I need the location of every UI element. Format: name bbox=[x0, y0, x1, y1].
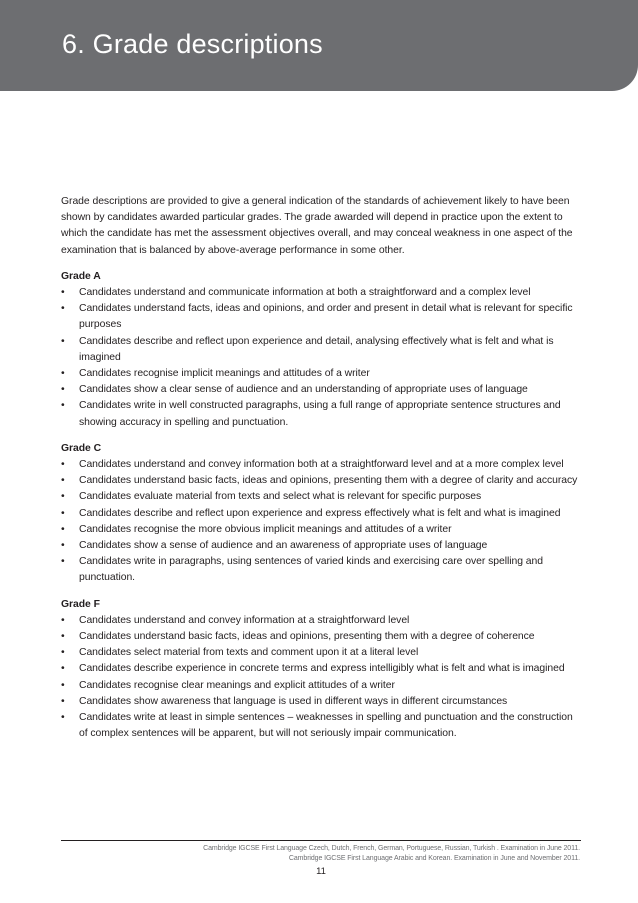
list-item bbox=[61, 538, 581, 554]
list-item-text: Candidates recognise implicit meanings and attitudes of a writer bbox=[79, 368, 370, 380]
bullet-icon: • bbox=[61, 695, 65, 707]
list-item bbox=[61, 489, 581, 505]
grade-f-heading: Grade F bbox=[61, 598, 100, 610]
bullet-icon: • bbox=[61, 400, 65, 412]
list-item-text: Candidates describe and reflect upon experience and detail, analysing effectively what is felt and what is imagined bbox=[79, 335, 554, 363]
list-item bbox=[61, 629, 581, 645]
bullet-icon: • bbox=[61, 679, 65, 691]
bullet-icon: • bbox=[61, 647, 65, 659]
footer-divider bbox=[61, 840, 581, 841]
page-number: 11 bbox=[316, 866, 326, 877]
bullet-icon: • bbox=[61, 459, 65, 471]
list-item-text: Candidates understand facts, ideas and opinions, and order and present in detail what is relevant for specific purposes bbox=[79, 303, 573, 331]
bullet-icon: • bbox=[61, 540, 65, 552]
list-item-text: Candidates describe experience in concrete terms and express intelligibly what is felt and what is imagined bbox=[79, 663, 565, 675]
list-item bbox=[61, 694, 581, 710]
footer-line-2: Cambridge IGCSE First Language Arabic and Korean. Examination in June and November 2011. bbox=[288, 854, 580, 862]
list-item-text: Candidates select material from texts and comment upon it at a literal level bbox=[79, 647, 419, 659]
bullet-icon: • bbox=[61, 384, 65, 396]
section-header-banner bbox=[0, 0, 638, 91]
list-item bbox=[61, 457, 581, 473]
intro-paragraph: Grade descriptions are provided to give a general indication of the standards of achievement likely to have been shown by candidates awarded particular grades. The grade awarded will depend in practice upon the extent to which the candidate has met the assessment objectives overall, and may conceal weakness in one aspect of the examination that is balanced by above-average performance in some other. bbox=[61, 196, 573, 256]
list-item bbox=[61, 661, 581, 677]
bullet-icon: • bbox=[61, 475, 65, 487]
list-item-text: Candidates describe and reflect upon experience and express effectively what is felt and what is imagined bbox=[79, 507, 561, 519]
list-item bbox=[61, 613, 581, 629]
bullet-icon: • bbox=[61, 507, 65, 519]
list-item bbox=[61, 554, 581, 586]
list-item bbox=[61, 645, 581, 661]
bullet-icon: • bbox=[61, 614, 65, 626]
list-item-text: Candidates show a clear sense of audience and an understanding of appropriate uses of language bbox=[79, 384, 528, 396]
list-item-text: Candidates evaluate material from texts and select what is relevant for specific purposes bbox=[79, 491, 482, 503]
list-item-text: Candidates write at least in simple sentences – weaknesses in spelling and punctuation and the construction of complex sentences will be apparent, but will not seriously impair communication. bbox=[79, 712, 573, 740]
bullet-icon: • bbox=[61, 523, 65, 535]
list-item bbox=[61, 522, 581, 538]
grade-a-section bbox=[61, 269, 581, 431]
list-item-text: Candidates recognise the more obvious implicit meanings and attitudes of a writer bbox=[79, 523, 452, 535]
list-item bbox=[61, 366, 581, 382]
list-item bbox=[61, 301, 581, 333]
main-content bbox=[61, 194, 581, 753]
grade-f-section bbox=[61, 597, 581, 743]
list-item-text: Candidates understand and convey information both at a straightforward level and at a more complex level bbox=[79, 459, 564, 471]
footer-text bbox=[203, 844, 580, 863]
bullet-icon: • bbox=[61, 368, 65, 380]
bullet-icon: • bbox=[61, 335, 65, 347]
grade-a-list bbox=[61, 285, 581, 431]
grade-a-heading: Grade A bbox=[61, 270, 101, 282]
grade-c-section bbox=[61, 441, 581, 587]
list-item-text: Candidates recognise clear meanings and explicit attitudes of a writer bbox=[79, 679, 395, 691]
grade-f-list bbox=[61, 613, 581, 743]
list-item-text: Candidates write in well constructed paragraphs, using a full range of appropriate sentence structures and showing accuracy in spelling and punctuation. bbox=[79, 400, 561, 428]
list-item-text: Candidates write in paragraphs, using sentences of varied kinds and exercising care over spelling and punctuation. bbox=[79, 556, 543, 584]
bullet-icon: • bbox=[61, 712, 65, 724]
grade-c-heading: Grade C bbox=[61, 442, 102, 454]
footer-line-1: Cambridge IGCSE First Language Czech, Dutch, French, German, Portuguese, Russian, Turkish . Examination in June 2011. bbox=[203, 845, 580, 852]
list-item-text: Candidates understand basic facts, ideas and opinions, presenting them with a degree of clarity and accuracy bbox=[79, 475, 578, 487]
list-item bbox=[61, 678, 581, 694]
list-item-text: Candidates understand and convey information at a straightforward level bbox=[79, 614, 410, 626]
bullet-icon: • bbox=[61, 556, 65, 568]
list-item bbox=[61, 473, 581, 489]
bullet-icon: • bbox=[61, 491, 65, 503]
list-item-text: Candidates show a sense of audience and an awareness of appropriate uses of language bbox=[79, 540, 488, 552]
list-item bbox=[61, 398, 581, 430]
list-item bbox=[61, 334, 581, 366]
list-item-text: Candidates understand and communicate information at both a straightforward and a complex level bbox=[79, 287, 531, 299]
list-item-text: Candidates show awareness that language is used in different ways in different circumstances bbox=[79, 695, 508, 707]
bullet-icon: • bbox=[61, 303, 65, 315]
list-item bbox=[61, 382, 581, 398]
list-item bbox=[61, 506, 581, 522]
grade-c-list bbox=[61, 457, 581, 587]
section-title: 6. Grade descriptions bbox=[62, 29, 323, 59]
bullet-icon: • bbox=[61, 631, 65, 643]
bullet-icon: • bbox=[61, 663, 65, 675]
list-item-text: Candidates understand basic facts, ideas and opinions, presenting them with a degree of coherence bbox=[79, 631, 535, 643]
list-item bbox=[61, 285, 581, 301]
bullet-icon: • bbox=[61, 287, 65, 299]
list-item bbox=[61, 710, 581, 742]
